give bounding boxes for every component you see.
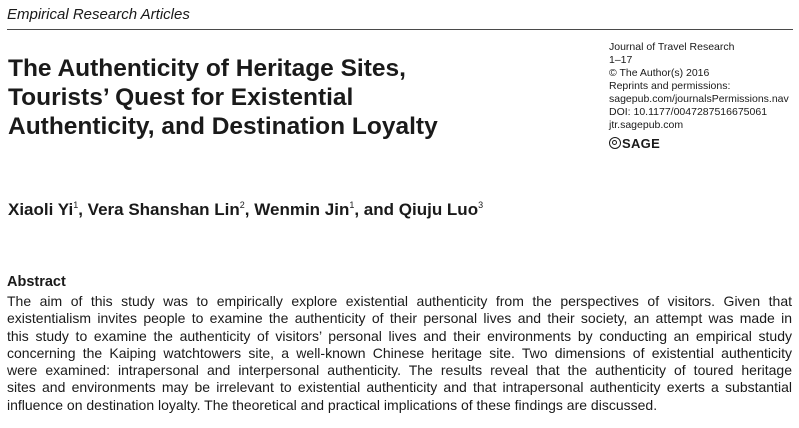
- section-label: Empirical Research Articles: [7, 6, 190, 23]
- author-separator: , and: [354, 200, 399, 219]
- abstract-line: concerning the Kaiping watchtowers site, a well-known Chinese heritage site. Two dimensions of existential authenticity: [7, 344, 792, 361]
- doi[interactable]: DOI: 10.1177/0047287516675061: [609, 106, 768, 118]
- title-line: Authenticity, and Destination Loyalty: [8, 113, 438, 140]
- copyright: © The Author(s) 2016: [609, 67, 710, 79]
- sage-circle-logo-icon: [609, 137, 621, 149]
- abstract-line: influence on destination loyalty. The theoretical and practical implications of these findings are discussed.: [7, 396, 658, 413]
- page-range: 1–17: [609, 54, 633, 66]
- author-affiliation: 1: [349, 200, 355, 210]
- abstract-heading: Abstract: [7, 274, 66, 290]
- abstract-body: [7, 293, 792, 414]
- author-separator: ,: [244, 200, 255, 219]
- author-name: Wenmin Jin: [254, 200, 350, 219]
- abstract-line: were examined: intrapersonal and interpersonal authenticity. The results reveal that the authenticity of toured heritage: [7, 362, 792, 379]
- title-line: Tourists’ Quest for Existential: [8, 84, 354, 111]
- abstract-line: The aim of this study was to empirically explore existential authenticity from the perspectives of visitors. Given that: [7, 293, 792, 309]
- journal-site-link[interactable]: jtr.sagepub.com: [609, 119, 684, 131]
- reprints-link[interactable]: sagepub.com/journalsPermissions.nav: [609, 93, 789, 105]
- author-affiliation: 1: [73, 200, 79, 210]
- title-line: The Authenticity of Heritage Sites,: [8, 55, 406, 82]
- abstract-line: this study to examine the authenticity of visitors’ personal lives and their environments by conducting an empirical study: [7, 327, 792, 344]
- abstract-line: existentialism invites people to examine the authenticity of their personal lives and their society, an attempt was made in: [7, 310, 792, 327]
- header-rule: [7, 29, 793, 30]
- journal-info: [609, 41, 794, 132]
- abstract-line: sites and environments may be irrelevant to existential authenticity and that intrapersonal authenticity exerts a substantial: [7, 379, 792, 396]
- author-affiliation: 2: [239, 200, 245, 210]
- reprints-label: Reprints and permissions:: [609, 80, 731, 92]
- author-name: Xiaoli Yi: [8, 200, 74, 219]
- author-list: [8, 200, 483, 220]
- author-affiliation: 3: [478, 200, 484, 210]
- author-separator: ,: [78, 200, 88, 219]
- sage-logo: [609, 135, 660, 151]
- author-name: Vera Shanshan Lin: [87, 200, 240, 219]
- journal-name: Journal of Travel Research: [609, 41, 735, 53]
- author-name: Qiuju Luo: [398, 200, 479, 219]
- article-title: [8, 54, 568, 141]
- sage-logo-text: SAGE: [622, 135, 661, 151]
